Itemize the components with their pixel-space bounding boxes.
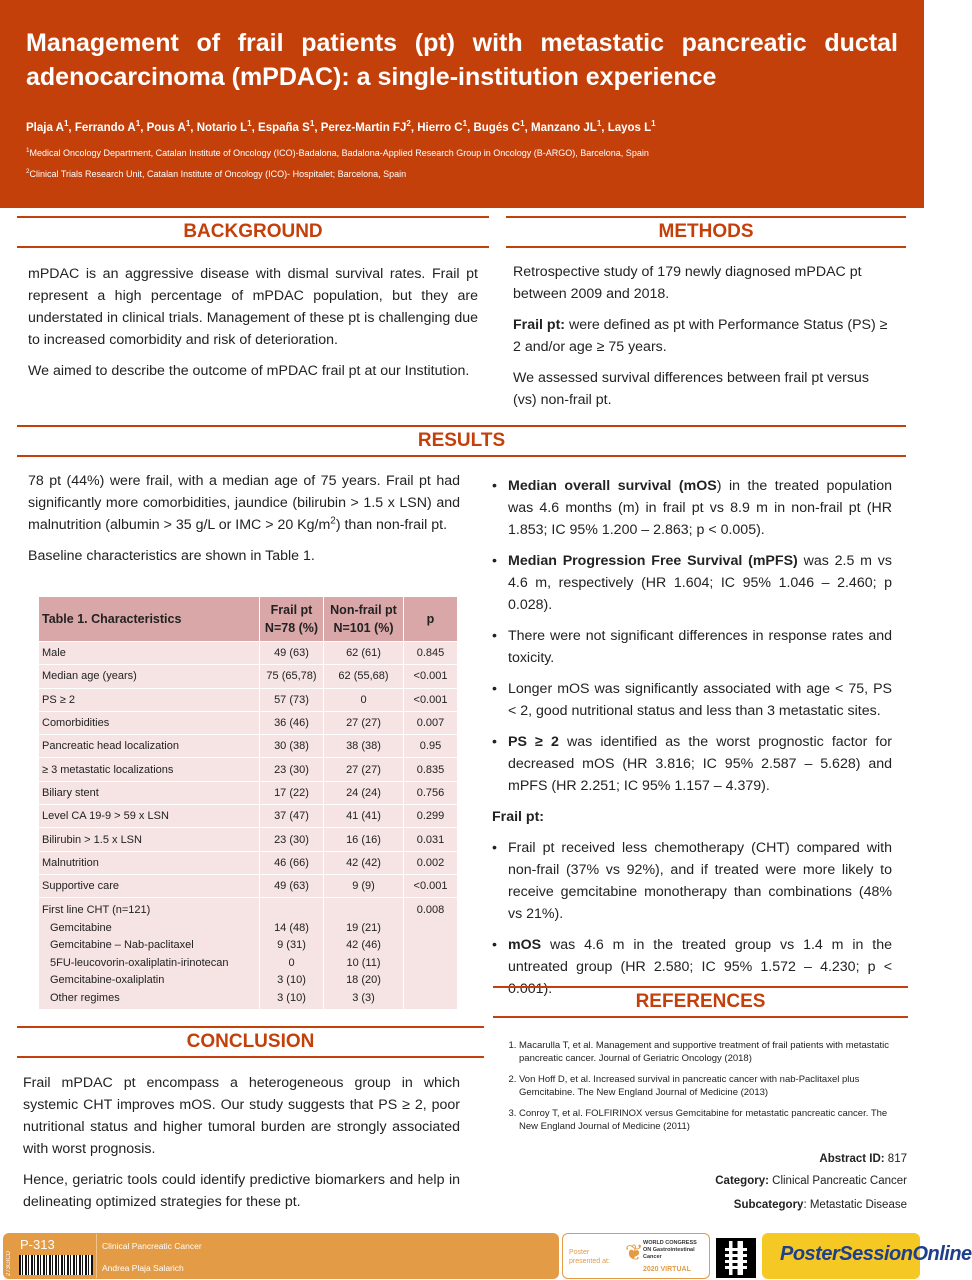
methods-paragraph: We assessed survival differences between frail pt versus (vs) non-frail pt.	[513, 370, 869, 408]
table-cell: 30 (38)	[260, 735, 324, 758]
references-list	[505, 1040, 903, 1142]
table-row	[39, 711, 458, 734]
vertical-code: 273GICD	[6, 1250, 12, 1276]
table-cell: 36 (46)	[260, 711, 324, 734]
table-cell: 49 (63)	[260, 642, 324, 665]
affiliation-1: $^1$Medical Oncology Department, Catalan Institute of Oncology (ICO)-Badalona, Badalona-Applied Research Group in Oncology (B-ARGO), Barcelona, Spain	[26, 147, 649, 158]
table-cell: <0.001	[404, 874, 458, 897]
subcategory: Subcategory: Metastatic Disease	[733, 1199, 907, 1211]
table-header-cell: Non-frail pt N=101 (%)	[324, 597, 404, 642]
table-cell: 0.95	[404, 735, 458, 758]
qr-code-icon[interactable]	[716, 1238, 756, 1278]
table-cell: 24 (24)	[324, 781, 404, 804]
results-intro	[28, 470, 460, 576]
table-cell: 27 (27)	[324, 711, 404, 734]
table-cell: Malnutrition	[39, 851, 260, 874]
table-row	[39, 758, 458, 781]
reference-item: 2. Von Hoff D, et al. Increased survival in pancreatic cancer with nab-Paclitaxel plus Gemcitabine. The New England Journal of Medicine (2013)	[519, 1074, 903, 1099]
table-cell: 75 (65,78)	[260, 665, 324, 688]
table-cell: First line CHT (n=121) Gemcitabine Gemcitabine – Nab-paclitaxel 5FU-leucovorin-oxaliplatin-irinotecan Gemcitabine-oxaliplatin Other regimes	[39, 898, 260, 1010]
conclusion-section	[23, 1072, 460, 1222]
table-cell: 16 (16)	[324, 828, 404, 851]
table-row	[39, 688, 458, 711]
table-cell: Bilirubin > 1.5 x LSN	[39, 828, 260, 851]
table-cell: 14 (48) 9 (31) 0 3 (10) 3 (10)	[260, 898, 324, 1010]
author-name: España $S^1$	[258, 119, 315, 134]
conclusion-heading: CONCLUSION	[17, 1026, 484, 1058]
table-cell: ≥ 3 metastatic localizations	[39, 758, 260, 781]
category: Category: Clinical Pancreatic Cancer	[715, 1175, 907, 1187]
table-cell: 0.031	[404, 828, 458, 851]
table-cell: 57 (73)	[260, 688, 324, 711]
poster-header	[0, 0, 924, 208]
table-cell: 23 (30)	[260, 828, 324, 851]
bullet-item: • mOS was 4.6 m in the treated group vs 1.4 m in the untreated group (HR 2.580; IC 95% 1.572 – 4.230; p < 0.001).	[492, 934, 892, 1000]
bullet-item: • Median overall survival (mOS) in the treated population was 4.6 months (m) in frail pt vs 8.9 m in non-frail pt (HR 1.853; IC 95% 1.200 – 2.863; p < 0.005).	[492, 475, 892, 541]
poster-code: P-313	[20, 1237, 55, 1252]
table-cell: Pancreatic head localization	[39, 735, 260, 758]
presented-at-label: Poster presented at:	[569, 1249, 610, 1265]
table-cell: 37 (47)	[260, 805, 324, 828]
brand-logo[interactable]: PosterSessionOnline	[762, 1233, 920, 1279]
table-row	[39, 898, 458, 1010]
footer-divider	[96, 1234, 97, 1278]
conclusion-paragraph: Frail mPDAC pt encompass a heterogeneous group in which systemic CHT improves mOS. Our study suggests that PS ≥ 2, poor nutritional status and higher tumoral burden are strongly associated with worst prognosis.	[23, 1075, 460, 1157]
table-cell: Level CA 19-9 > 59 x LSN	[39, 805, 260, 828]
author-name: Plaja $A^1$	[26, 119, 69, 134]
author-name: Layos $L^1$	[607, 119, 656, 134]
methods-heading: METHODS	[506, 216, 906, 248]
poster-footer	[0, 1232, 972, 1280]
author-name: Manzano $JL^1$	[531, 119, 602, 134]
table-row	[39, 828, 458, 851]
table-cell: 0.299	[404, 805, 458, 828]
table-cell: 62 (55,68)	[324, 665, 404, 688]
wheat-icon: ❦	[625, 1240, 644, 1265]
table-cell: Biliary stent	[39, 781, 260, 804]
bullet-item: • Median Progression Free Survival (mPFS) was 2.5 m vs 4.6 m, respectively (HR 1.604; IC 95% 1.046 – 2.460; p 0.028).	[492, 550, 892, 616]
background-heading: BACKGROUND	[17, 216, 489, 248]
table-cell: Male	[39, 642, 260, 665]
table-cell: 19 (21) 42 (46) 10 (11) 18 (20) 3 (3)	[324, 898, 404, 1010]
background-paragraph: We aimed to describe the outcome of mPDAC frail pt at our Institution.	[28, 363, 470, 379]
author-name: Ferrando $A^1$	[74, 119, 141, 134]
table-cell: 0.002	[404, 851, 458, 874]
table-row	[39, 735, 458, 758]
table-header-cell: Table 1. Characteristics	[39, 597, 260, 642]
reference-item: 1. Macarulla T, et al. Management and supportive treatment of frail patients with metastatic pancreatic cancer. Journal of Geriatric Oncology (2018)	[519, 1040, 903, 1065]
table-cell: 38 (38)	[324, 735, 404, 758]
poster-title: Management of frail patients (pt) with metastatic pancreatic ductal adenocarcinoma (mPDAC): a single-institution experience	[26, 29, 898, 91]
table-cell: Comorbidities	[39, 711, 260, 734]
table-row	[39, 642, 458, 665]
table-header-cell: p	[404, 597, 458, 642]
table-row	[39, 805, 458, 828]
table-cell: 42 (42)	[324, 851, 404, 874]
background-paragraph: mPDAC is an aggressive disease with dismal survival rates. Frail pt represent a high percentage of mPDAC population, but they are understated in clinical trials. Management of these pt is challenging due to increased comorbidity and risk of deterioration.	[28, 266, 478, 348]
author-name: Notario $L^1$	[196, 119, 252, 134]
table-cell: 41 (41)	[324, 805, 404, 828]
table-row	[39, 874, 458, 897]
table-cell: <0.001	[404, 665, 458, 688]
frail-subheading: Frail pt:	[492, 809, 545, 825]
abstract-id: Abstract ID: 817	[819, 1153, 907, 1165]
congress-name: WORLD CONGRESS ON Gastrointestinal Cancer	[643, 1240, 697, 1260]
conclusion-paragraph: Hence, geriatric tools could identify predictive biomarkers and help in delineating optimized strategies for these pt.	[23, 1172, 460, 1210]
table-cell: 27 (27)	[324, 758, 404, 781]
table-row	[39, 781, 458, 804]
footer-topic: Clinical Pancreatic Cancer	[102, 1241, 202, 1251]
table-cell: 0.008	[404, 898, 458, 1010]
table-row	[39, 851, 458, 874]
table-cell: 17 (22)	[260, 781, 324, 804]
table-cell: Median age (years)	[39, 665, 260, 688]
table-cell: 0.007	[404, 711, 458, 734]
results-findings	[492, 475, 892, 1009]
frail-bullet-list	[492, 837, 892, 1000]
bullet-item: • Frail pt received less chemotherapy (CHT) compared with non-frail (37% vs 92%), and if treated were more likely to receive gemcitabine monotherapy than combinations (48% vs 21%).	[492, 837, 892, 925]
table-cell: 62 (61)	[324, 642, 404, 665]
table-cell: 0.835	[404, 758, 458, 781]
table-header-row	[39, 597, 458, 642]
author-name: Hierro $C^1$	[417, 119, 468, 134]
affiliation-2: $^2$Clinical Trials Research Unit, Catalan Institute of Oncology (ICO)- Hospitalet; Barcelona, Spain	[26, 168, 407, 179]
background-section	[28, 263, 478, 391]
bullet-item: • There were not significant differences in response rates and toxicity.	[492, 625, 892, 669]
methods-paragraph: Frail pt: were defined as pt with Performance Status (PS) ≥ 2 and/or age ≥ 75 years.	[513, 317, 888, 355]
congress-year: 2020 VIRTUAL	[643, 1266, 691, 1273]
bullet-item: • Longer mOS was significantly associated with age < 75, PS < 2, good nutritional status and less than 3 metastatic sites.	[492, 678, 892, 722]
table-cell: 9 (9)	[324, 874, 404, 897]
table-cell: 23 (30)	[260, 758, 324, 781]
table-header-cell: Frail pt N=78 (%)	[260, 597, 324, 642]
table-cell: PS ≥ 2	[39, 688, 260, 711]
table-cell: 0.756	[404, 781, 458, 804]
reference-item: 3. Conroy T, et al. FOLFIRINOX versus Gemcitabine for metastatic pancreatic cancer. The New England Journal of Medicine (2011)	[519, 1108, 903, 1133]
author-name: Pous $A^1$	[146, 119, 191, 134]
table-cell: 0	[324, 688, 404, 711]
references-heading: REFERENCES	[493, 986, 908, 1018]
results-bullet-list	[492, 475, 892, 797]
table-cell: 49 (63)	[260, 874, 324, 897]
table-cell: 46 (66)	[260, 851, 324, 874]
barcode-icon	[19, 1255, 93, 1275]
table-cell: <0.001	[404, 688, 458, 711]
author-name: Bugés $C^1$	[473, 119, 525, 134]
congress-badge	[562, 1233, 710, 1279]
table-cell: Supportive care	[39, 874, 260, 897]
footer-author: Andrea Plaja Salarich	[102, 1263, 184, 1273]
results-paragraph: 78 pt (44%) were frail, with a median age of 75 years. Frail pt had significantly more comorbidities, jaundice (bilirubin > 1.5 x LSN) and malnutrition (albumin > 35 g/L or IMC > 20 $Kg/m^2$) than non-frail pt.	[28, 473, 460, 533]
results-paragraph: Baseline characteristics are shown in Table 1.	[28, 548, 315, 564]
author-name: Perez-Martin $FJ^2$	[320, 119, 411, 134]
methods-section	[513, 261, 893, 420]
table-row	[39, 665, 458, 688]
results-heading: RESULTS	[17, 425, 906, 457]
author-list: Plaja $A^1$, Ferrando $A^1$, Pous $A^1$, Notario $L^1$, España $S^1$, Perez-Martin $FJ^2$, Hierro $C^1$, Bugés $C^1$, Manzano $JL^1$, Layos $L^1$	[26, 119, 656, 134]
characteristics-table	[38, 596, 458, 1010]
methods-paragraph: Retrospective study of 179 newly diagnosed mPDAC pt between 2009 and 2018.	[513, 264, 862, 302]
table-cell: 0.845	[404, 642, 458, 665]
bullet-item: • PS ≥ 2 was identified as the worst prognostic factor for decreased mOS (HR 3.816; IC 95% 2.587 – 5.628) and mPFS (HR 2.251; IC 95% 1.157 – 4.379).	[492, 731, 892, 797]
footer-bar	[3, 1233, 559, 1279]
